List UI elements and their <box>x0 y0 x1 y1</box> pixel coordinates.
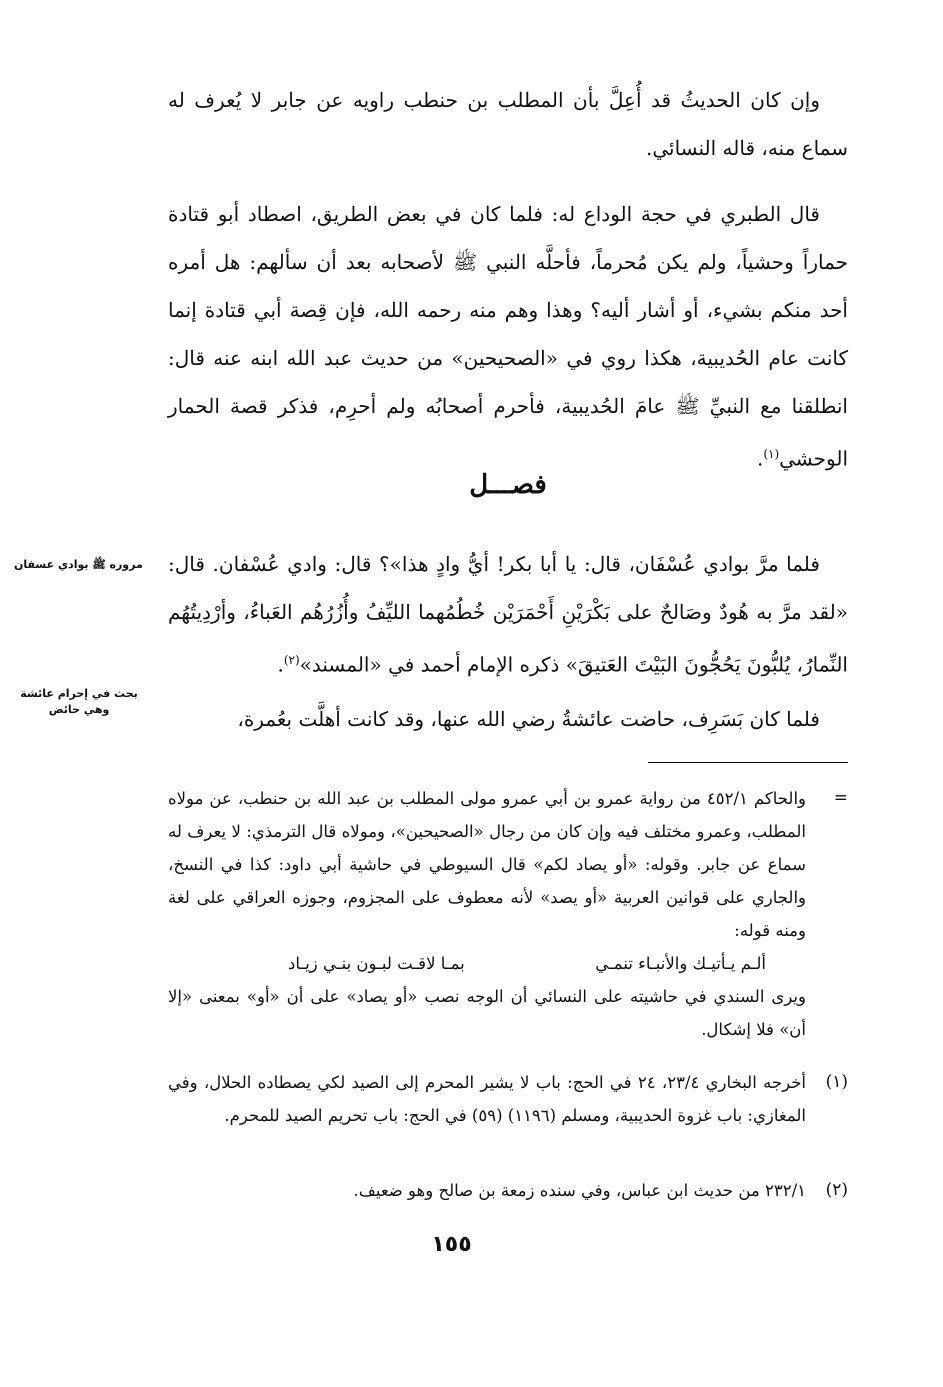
footnote-ref-2: (٢) <box>283 653 300 667</box>
main-paragraph-3 <box>168 540 848 689</box>
paragraph-text: قال الطبري في حجة الوداع له: فلما كان في بعض الطريق، اصطاد أبو قتادة حماراً وحشياً، ولم يكن مُحرماً، فأحلَّه النبي ﷺ لأصحابه بعد أن سألهم: هل أمره أحد منكم بشيء، أو أشار أليه؟ وهذا وهم منه رحمه الله، فإن قِصة أبي قتادة إنما كانت عام الحُديبية، هكذا روي في «الصحيحين» من حديث عبد الله ابنه عنه قال: انطلقنا مع النبيِّ ﷺ عامَ الحُديبية، فأحرم أصحابُه ولم أحرِم، فذكر قصة الحمار الوحشي$^{(١)}$. <box>168 202 849 471</box>
paragraph-text: فلما كان بَسَرِف، حاضت عائشةُ رضي الله عنها، وقد كانت أهلَّت بعُمرة، <box>237 707 820 731</box>
verse-second-hemistich: بمـا لاقـت لبـون بنـي زيـاد <box>288 954 465 973</box>
margin-note-line-2: وهي حائض <box>48 703 110 716</box>
margin-note-line-1: بحث في إحرام عائشة <box>20 687 138 700</box>
footnote-2 <box>168 1174 848 1207</box>
margin-note-aisha <box>14 686 144 718</box>
main-paragraph-4 <box>168 695 848 743</box>
footnote-text: أخرجه البخاري ٢٣/٤، ٢٤ في الحج: باب لا يشير المحرم إلى الصيد لكي يصطاده الحلال، وفي المغازي: باب غزوة الحديبية، ومسلم (١١٩٦) (٥٩) في الحج: باب تحريم الصيد للمحرم. <box>168 1073 807 1125</box>
footnote-number: (٢) <box>825 1180 848 1200</box>
page-number: ١٥٥ <box>431 1232 472 1257</box>
footnote-text: ويرى السندي في حاشيته على النسائي أن الوجه نصب «أو يصاد» على أن «أو» بمعنى «إلا أن» فلا إشكال. <box>168 987 806 1039</box>
paragraph-body: فلما مرَّ بوادي عُسْفَان، قال: يا أبا بكر! أيُّ وادٍ هذا»؟ قال: وادي عُسْفان. قال: «لقد مرَّ به هُودٌ وصَالحٌ على بَكْرَيْنِ أَحْمَرَيْن خُطُمُهما الليِّفُ وأُزُرُهُم العَباءُ، وأرْدِيتُهُم النِّمارُ، يُلبُّونَ يَحُجُّونَ البَيْتَ العَتيقَ» ذكره الإمام أحمد في «المسند» <box>168 552 848 677</box>
footnote-1 <box>168 1066 848 1132</box>
paragraph-text: وإن كان الحديثُ قد أُعِلَّ بأن المطلب بن حنطب راويه عن جابر لا يُعرف له سماع منه، قاله النسائي. <box>168 88 848 160</box>
footnote-text: ٢٣٢/١ من حديث ابن عباس، وفي سنده زمعة بن صالح وهو ضعيف. <box>353 1181 806 1200</box>
margin-note-asfan <box>14 557 179 573</box>
paragraph-end: . <box>277 652 284 677</box>
footnote-separator <box>648 762 848 763</box>
footnote-text: والحاكم ٤٥٢/١ من رواية عمرو بن أبي عمرو مولى المطلب بن عبد الله بن حنطب، عن مولاه المطلب، وعمرو مختلف فيه وإن كان من رجال «الصحيحين»، ومولاه قال الترمذي: لا يعرف له سماع عن جابر. وقوله: «أو يصاد لكم» قال السيوطي في حاشية أبي داود: كذا في النسخ، والجاري على قوانين العربية «أو يصد» لأنه معطوف على المجزوم، وجوزه العراقي على لغة ومنه قوله: <box>168 789 807 940</box>
main-paragraph-1 <box>168 76 848 172</box>
continuation-marker: = <box>833 788 848 808</box>
footnote-continuation <box>168 782 848 1046</box>
footnote-row <box>168 1174 848 1207</box>
paragraph-body: قال الطبري في حجة الوداع له: فلما كان في بعض الطريق، اصطاد أبو قتادة حماراً وحشياً، ولم يكن مُحرماً، فأحلَّه النبي ﷺ لأصحابه بعد أن سألهم: هل أمره أحد منكم بشيء، أو أشار أليه؟ وهذا وهم منه رحمه الله، فإن قِصة أبي قتادة إنما كانت عام الحُديبية، هكذا روي في «الصحيحين» من حديث عبد الله ابنه عنه قال: انطلقنا مع النبيِّ ﷺ عامَ الحُديبية، فأحرم أصحابُه ولم أحرِم، فذكر قصة الحمار الوحشي <box>168 202 849 471</box>
footnote-body <box>168 782 806 1046</box>
footnote-ref-1: (١) <box>763 447 780 461</box>
paragraph-text <box>168 540 848 689</box>
verse-first-hemistich: ألـم يـأتيـك والأنبـاء تنمـي <box>595 954 766 973</box>
section-heading: فصـــل <box>469 470 547 500</box>
footnote-row <box>168 1066 848 1132</box>
footnote-number: (١) <box>825 1072 848 1092</box>
poetry-verse <box>168 947 806 980</box>
main-paragraph-2 <box>168 190 848 483</box>
margin-note-text: مروره ﷺ بوادي عسفان <box>14 558 143 571</box>
footnote-row <box>168 782 848 1046</box>
